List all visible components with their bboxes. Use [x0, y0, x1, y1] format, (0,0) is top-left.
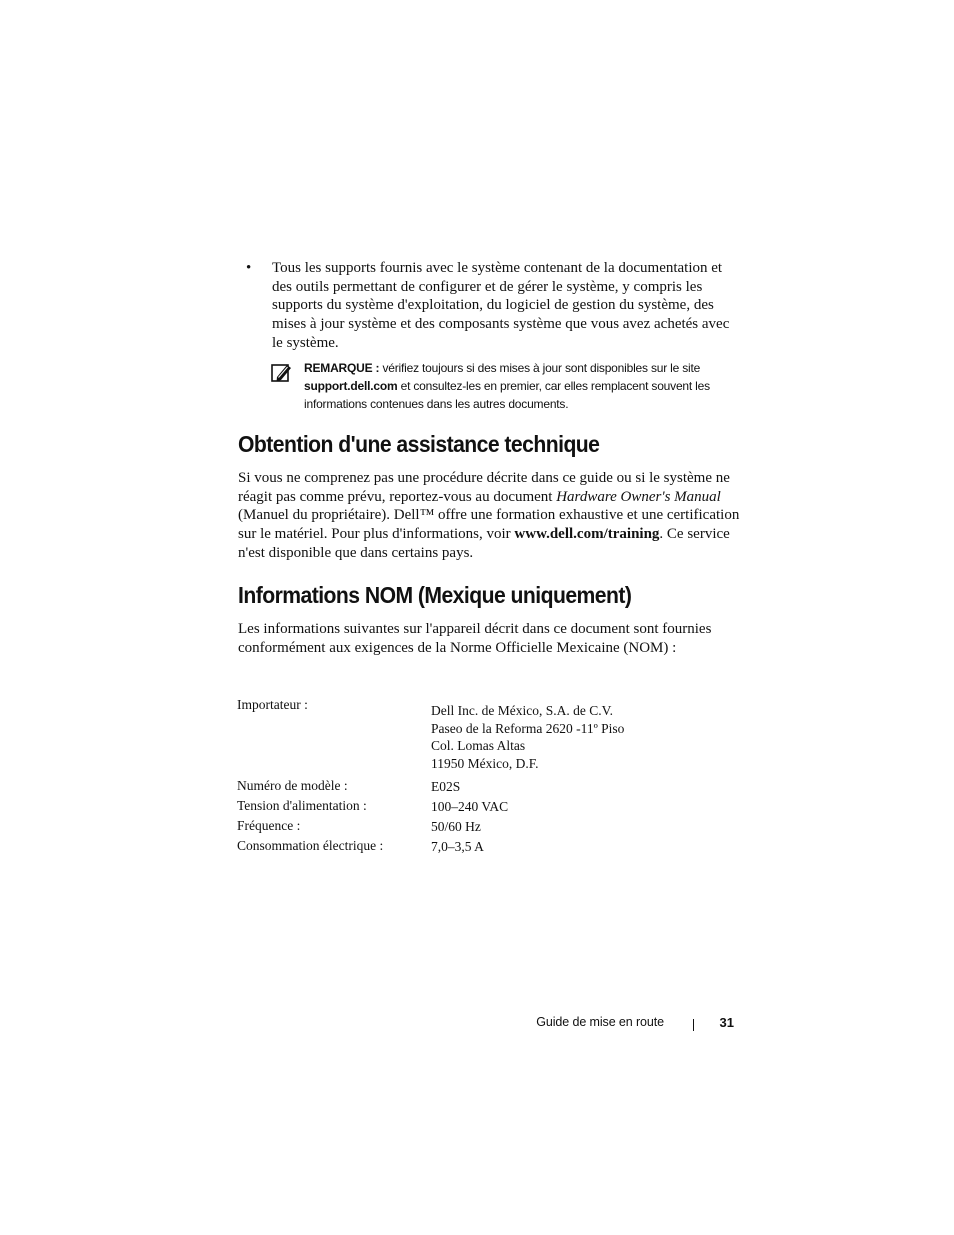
nom-value: 7,0–3,5 A — [431, 839, 484, 854]
bullet-text: Tous les supports fournis avec le système contenant de la documentation et des outils permettant de configurer et de gérer le système, y compris les supports du système d'exploitation, du logiciel de gestion du système, des mises à jour système et des composants système que vous avez achetés avec le système. — [272, 260, 730, 351]
nom-label: Consommation électrique : — [237, 838, 384, 853]
note-text — [304, 360, 744, 413]
nom-value: 100–240 VAC — [431, 799, 509, 814]
nom-label: Importateur : — [237, 697, 308, 712]
manual-title: Hardware Owner's Manual — [556, 488, 721, 505]
page-number: 31 — [719, 1015, 734, 1030]
footer-separator — [693, 1019, 694, 1031]
assist-text-2: (Manuel du propriétaire). Dell™ offre une formation exhaustive et une certification sur le matériel. Pour plus d'informations, voir — [238, 507, 740, 543]
pencil-note-icon — [271, 362, 293, 384]
note-text-before: vérifiez toujours si des mises à jour sont disponibles sur le site — [379, 361, 701, 375]
note-label: REMARQUE : — [304, 361, 380, 375]
nom-label: Numéro de modèle : — [237, 778, 348, 793]
nom-value-line: Dell Inc. de México, S.A. de C.V. — [431, 703, 613, 718]
training-link[interactable]: www.dell.com/training — [514, 526, 660, 543]
nom-value: E02S — [431, 779, 461, 794]
paragraph-assistance — [238, 469, 744, 563]
footer-title: Guide de mise en route — [536, 1015, 664, 1029]
paragraph-nom-intro: Les informations suivantes sur l'appareil décrit dans ce document sont fournies conformément aux exigences de la Norme Officielle Mexicaine (NOM) : — [238, 621, 712, 656]
assist-text-3: . Ce service n'est disponible que dans certains pays. — [238, 526, 730, 561]
page-footer — [500, 1015, 734, 1035]
nom-value-line: Col. Lomas Altas — [431, 738, 526, 753]
support-link[interactable]: support.dell.com — [304, 378, 398, 393]
nom-label: Tension d'alimentation : — [237, 798, 367, 813]
bullet-marker: • — [246, 260, 252, 276]
heading-nom: Informations NOM (Mexique uniquement) — [238, 582, 632, 608]
note-text-after: et consultez-les en premier, car elles remplacent souvent les informations contenues dans les autres documents. — [304, 378, 710, 411]
nom-value: 50/60 Hz — [431, 819, 481, 834]
nom-label: Fréquence : — [237, 818, 301, 833]
assist-text-1: Si vous ne comprenez pas une procédure décrite dans ce guide ou si le système ne réagit pas comme prévu, reportez-vous au document — [238, 470, 730, 505]
nom-value — [431, 702, 624, 772]
nom-value-line: 11950 México, D.F. — [431, 755, 539, 771]
heading-assistance: Obtention d'une assistance technique — [238, 431, 600, 457]
nom-value-line: Paseo de la Reforma 2620 -11º Piso — [431, 720, 625, 736]
